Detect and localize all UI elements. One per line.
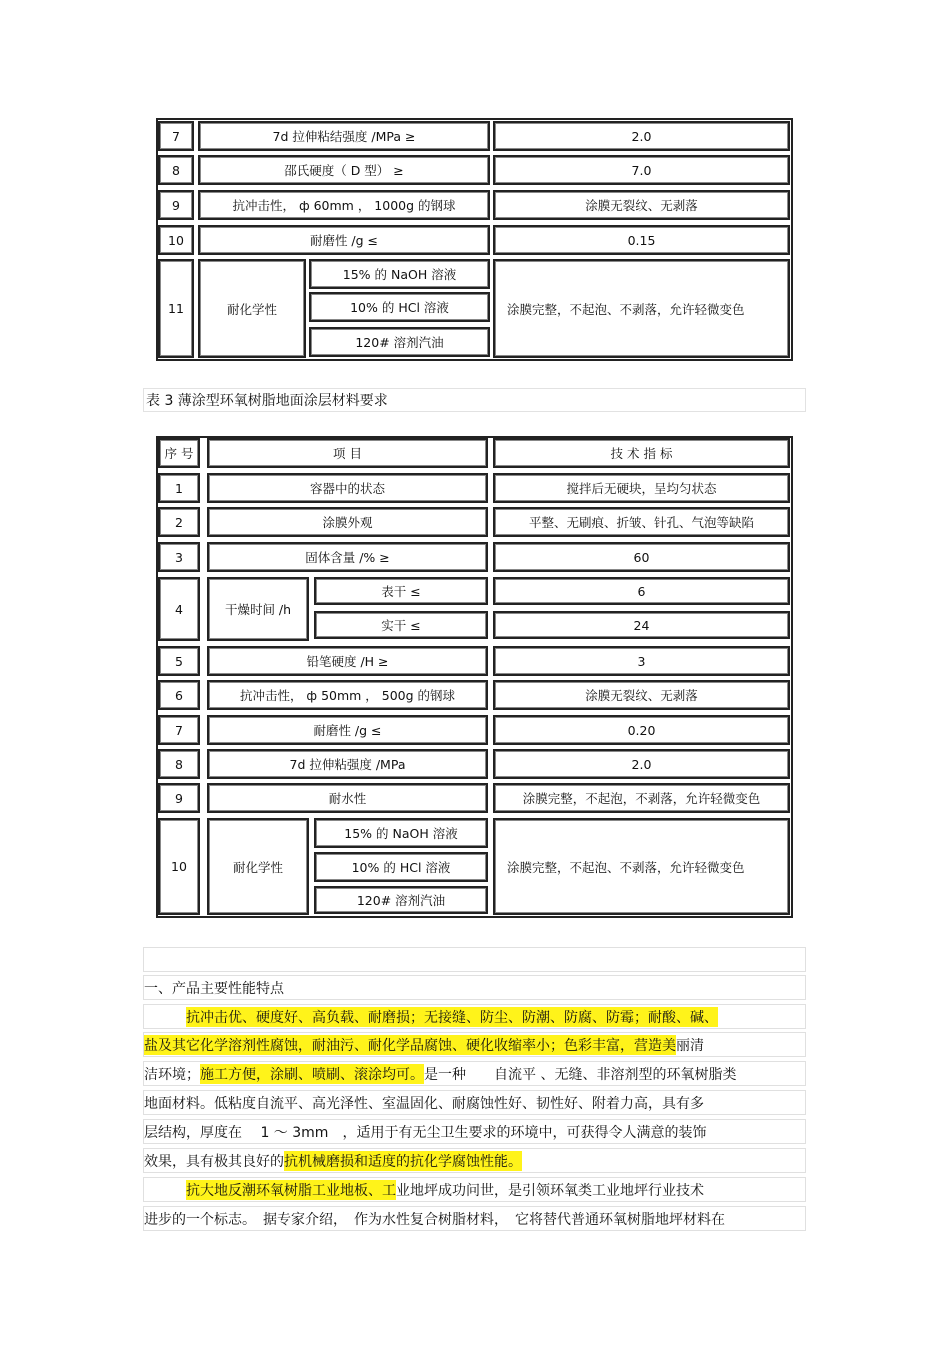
- chem-row-label: 耐化学性: [198, 259, 306, 358]
- paragraph-line: [143, 1148, 806, 1173]
- dry-sub-hard-value: 24: [493, 611, 790, 639]
- chem-sub-naoh: 15% 的 NaOH 溶液: [314, 818, 488, 848]
- dry-row-no: 4: [158, 577, 200, 641]
- table-row-value: 7.0: [493, 155, 790, 185]
- chem-row-no: 10: [158, 818, 200, 915]
- table-row-no: 9: [158, 783, 200, 813]
- paragraph-text: 地面材料。低粘度自流平、高光泽性、室温固化、耐腐蚀性好、韧性好、附着力高，具有多: [144, 1095, 704, 1112]
- paragraph-line: [143, 1090, 806, 1115]
- dry-sub-hard: 实干 ≤: [314, 611, 488, 639]
- table-row-no: 6: [158, 680, 200, 710]
- table-row-no: 8: [158, 155, 194, 185]
- dry-row-label: 干燥时间 /h: [207, 577, 309, 641]
- table-row-no: 1: [158, 473, 200, 503]
- highlighted-text: 抗机械磨损和适度的抗化学腐蚀性能。: [284, 1151, 522, 1171]
- table-row-item: 7d 拉伸粘强度 /MPa: [207, 749, 488, 779]
- table-row-no: 3: [158, 542, 200, 572]
- table-row-item: 耐磨性 /g ≤: [207, 715, 488, 745]
- paragraph-text: 进步的一个标志。 据专家介绍， 作为水性复合树脂材料， 它将替代普通环氧树脂地坪材料在: [144, 1211, 725, 1228]
- table-row-value: 0.20: [493, 715, 790, 745]
- section-heading: [143, 975, 806, 1000]
- table-row-no: 7: [158, 715, 200, 745]
- header-value: 技 术 指 标: [493, 438, 790, 468]
- table-row-no: 10: [158, 225, 194, 255]
- paragraph-text: 洁环境；: [144, 1066, 200, 1083]
- table-row-item: 耐水性: [207, 783, 488, 813]
- highlighted-text: 抗大地反潮环氧树脂工业地板、工: [186, 1180, 396, 1200]
- chem-sub-naoh: 15% 的 NaOH 溶液: [309, 259, 490, 289]
- table-row-item: 邵氏硬度（ D 型） ≥: [198, 155, 490, 185]
- highlighted-text: 盐及其它化学溶剂性腐蚀，耐油污、耐化学品腐蚀、硬化收缩率小；色彩丰富，营造美: [144, 1035, 676, 1055]
- table-row-value: 涂膜无裂纹、无剥落: [493, 680, 790, 710]
- paragraph-line: [143, 1061, 806, 1086]
- paragraph-line: [143, 1032, 806, 1057]
- table-row-item: 耐磨性 /g ≤: [198, 225, 490, 255]
- table-row-value: 涂膜无裂纹、无剥落: [493, 190, 790, 220]
- paragraph-line: [143, 1206, 806, 1231]
- chem-row-value: 涂膜完整，不起泡、不剥落，允许轻微变色: [493, 818, 790, 915]
- table-row-value: 60: [493, 542, 790, 572]
- dry-sub-surface-value: 6: [493, 577, 790, 605]
- dry-sub-surface: 表干 ≤: [314, 577, 488, 605]
- chem-sub-solvent: 120# 溶剂汽油: [314, 886, 488, 914]
- chem-row-label: 耐化学性: [207, 818, 309, 915]
- paragraph-text: 业地坪成功问世，是引领环氧类工业地坪行业技术: [396, 1182, 704, 1199]
- chem-row-value: 涂膜完整，不起泡、不剥落，允许轻微变色: [493, 259, 790, 358]
- paragraph-line: [143, 1119, 806, 1144]
- table-row-no: 7: [158, 121, 194, 151]
- section-heading-text: 一、产品主要性能特点: [144, 980, 284, 997]
- table-row-item: 7d 拉伸粘结强度 /MPa ≥: [198, 121, 490, 151]
- table-row-no: 5: [158, 646, 200, 676]
- table-row-item: 铅笔硬度 /H ≥: [207, 646, 488, 676]
- table-row-item: 抗冲击性， ф 50mm ， 500g 的钢球: [207, 680, 488, 710]
- table-row-no: 2: [158, 507, 200, 537]
- table-row-value: 2.0: [493, 121, 790, 151]
- table-row-item: 固体含量 /% ≥: [207, 542, 488, 572]
- table-row-value: 搅拌后无硬块，呈均匀状态: [493, 473, 790, 503]
- paragraph-line: [143, 1004, 806, 1029]
- paragraph-text: 效果，具有极其良好的: [144, 1153, 284, 1170]
- table-row-no: 9: [158, 190, 194, 220]
- header-no: 序 号: [158, 438, 200, 468]
- table-row-item: 抗冲击性， ф 60mm ， 1000g 的钢球: [198, 190, 490, 220]
- table-row-value: 2.0: [493, 749, 790, 779]
- table-row-value: 0.15: [493, 225, 790, 255]
- highlighted-text: 抗冲击优、硬度好、高负载、耐磨损；无接缝、防尘、防潮、防腐、防霉；耐酸、碱、: [186, 1007, 718, 1027]
- table-row-item: 涂膜外观: [207, 507, 488, 537]
- table-row-value: 3: [493, 646, 790, 676]
- table-row-item: 容器中的状态: [207, 473, 488, 503]
- table-row-value: 平整、无刷痕、折皱、针孔、气泡等缺陷: [493, 507, 790, 537]
- paragraph-text: 是一种 自流平 、无缝、非溶剂型的环氧树脂类: [424, 1066, 737, 1083]
- table-row-no: 8: [158, 749, 200, 779]
- highlighted-text: 施工方便，涂刷、喷刷、滚涂均可。: [200, 1064, 424, 1084]
- paragraph-text: 丽清: [676, 1037, 704, 1054]
- chem-sub-solvent: 120# 溶剂汽油: [309, 327, 490, 357]
- chem-sub-hcl: 10% 的 HCl 溶液: [309, 292, 490, 322]
- table-caption: 表 3 薄涂型环氧树脂地面涂层材料要求: [143, 388, 806, 412]
- chem-sub-hcl: 10% 的 HCl 溶液: [314, 852, 488, 882]
- blank-line: [143, 947, 806, 972]
- header-item: 项 目: [207, 438, 488, 468]
- table-row-value: 涂膜完整，不起泡，不剥落，允许轻微变色: [493, 783, 790, 813]
- paragraph-line: [143, 1177, 806, 1202]
- chem-row-no: 11: [158, 259, 194, 358]
- paragraph-text: 层结构，厚度在 1 ～ 3mm ，适用于有无尘卫生要求的环境中，可获得令人满意的装饰: [144, 1124, 707, 1141]
